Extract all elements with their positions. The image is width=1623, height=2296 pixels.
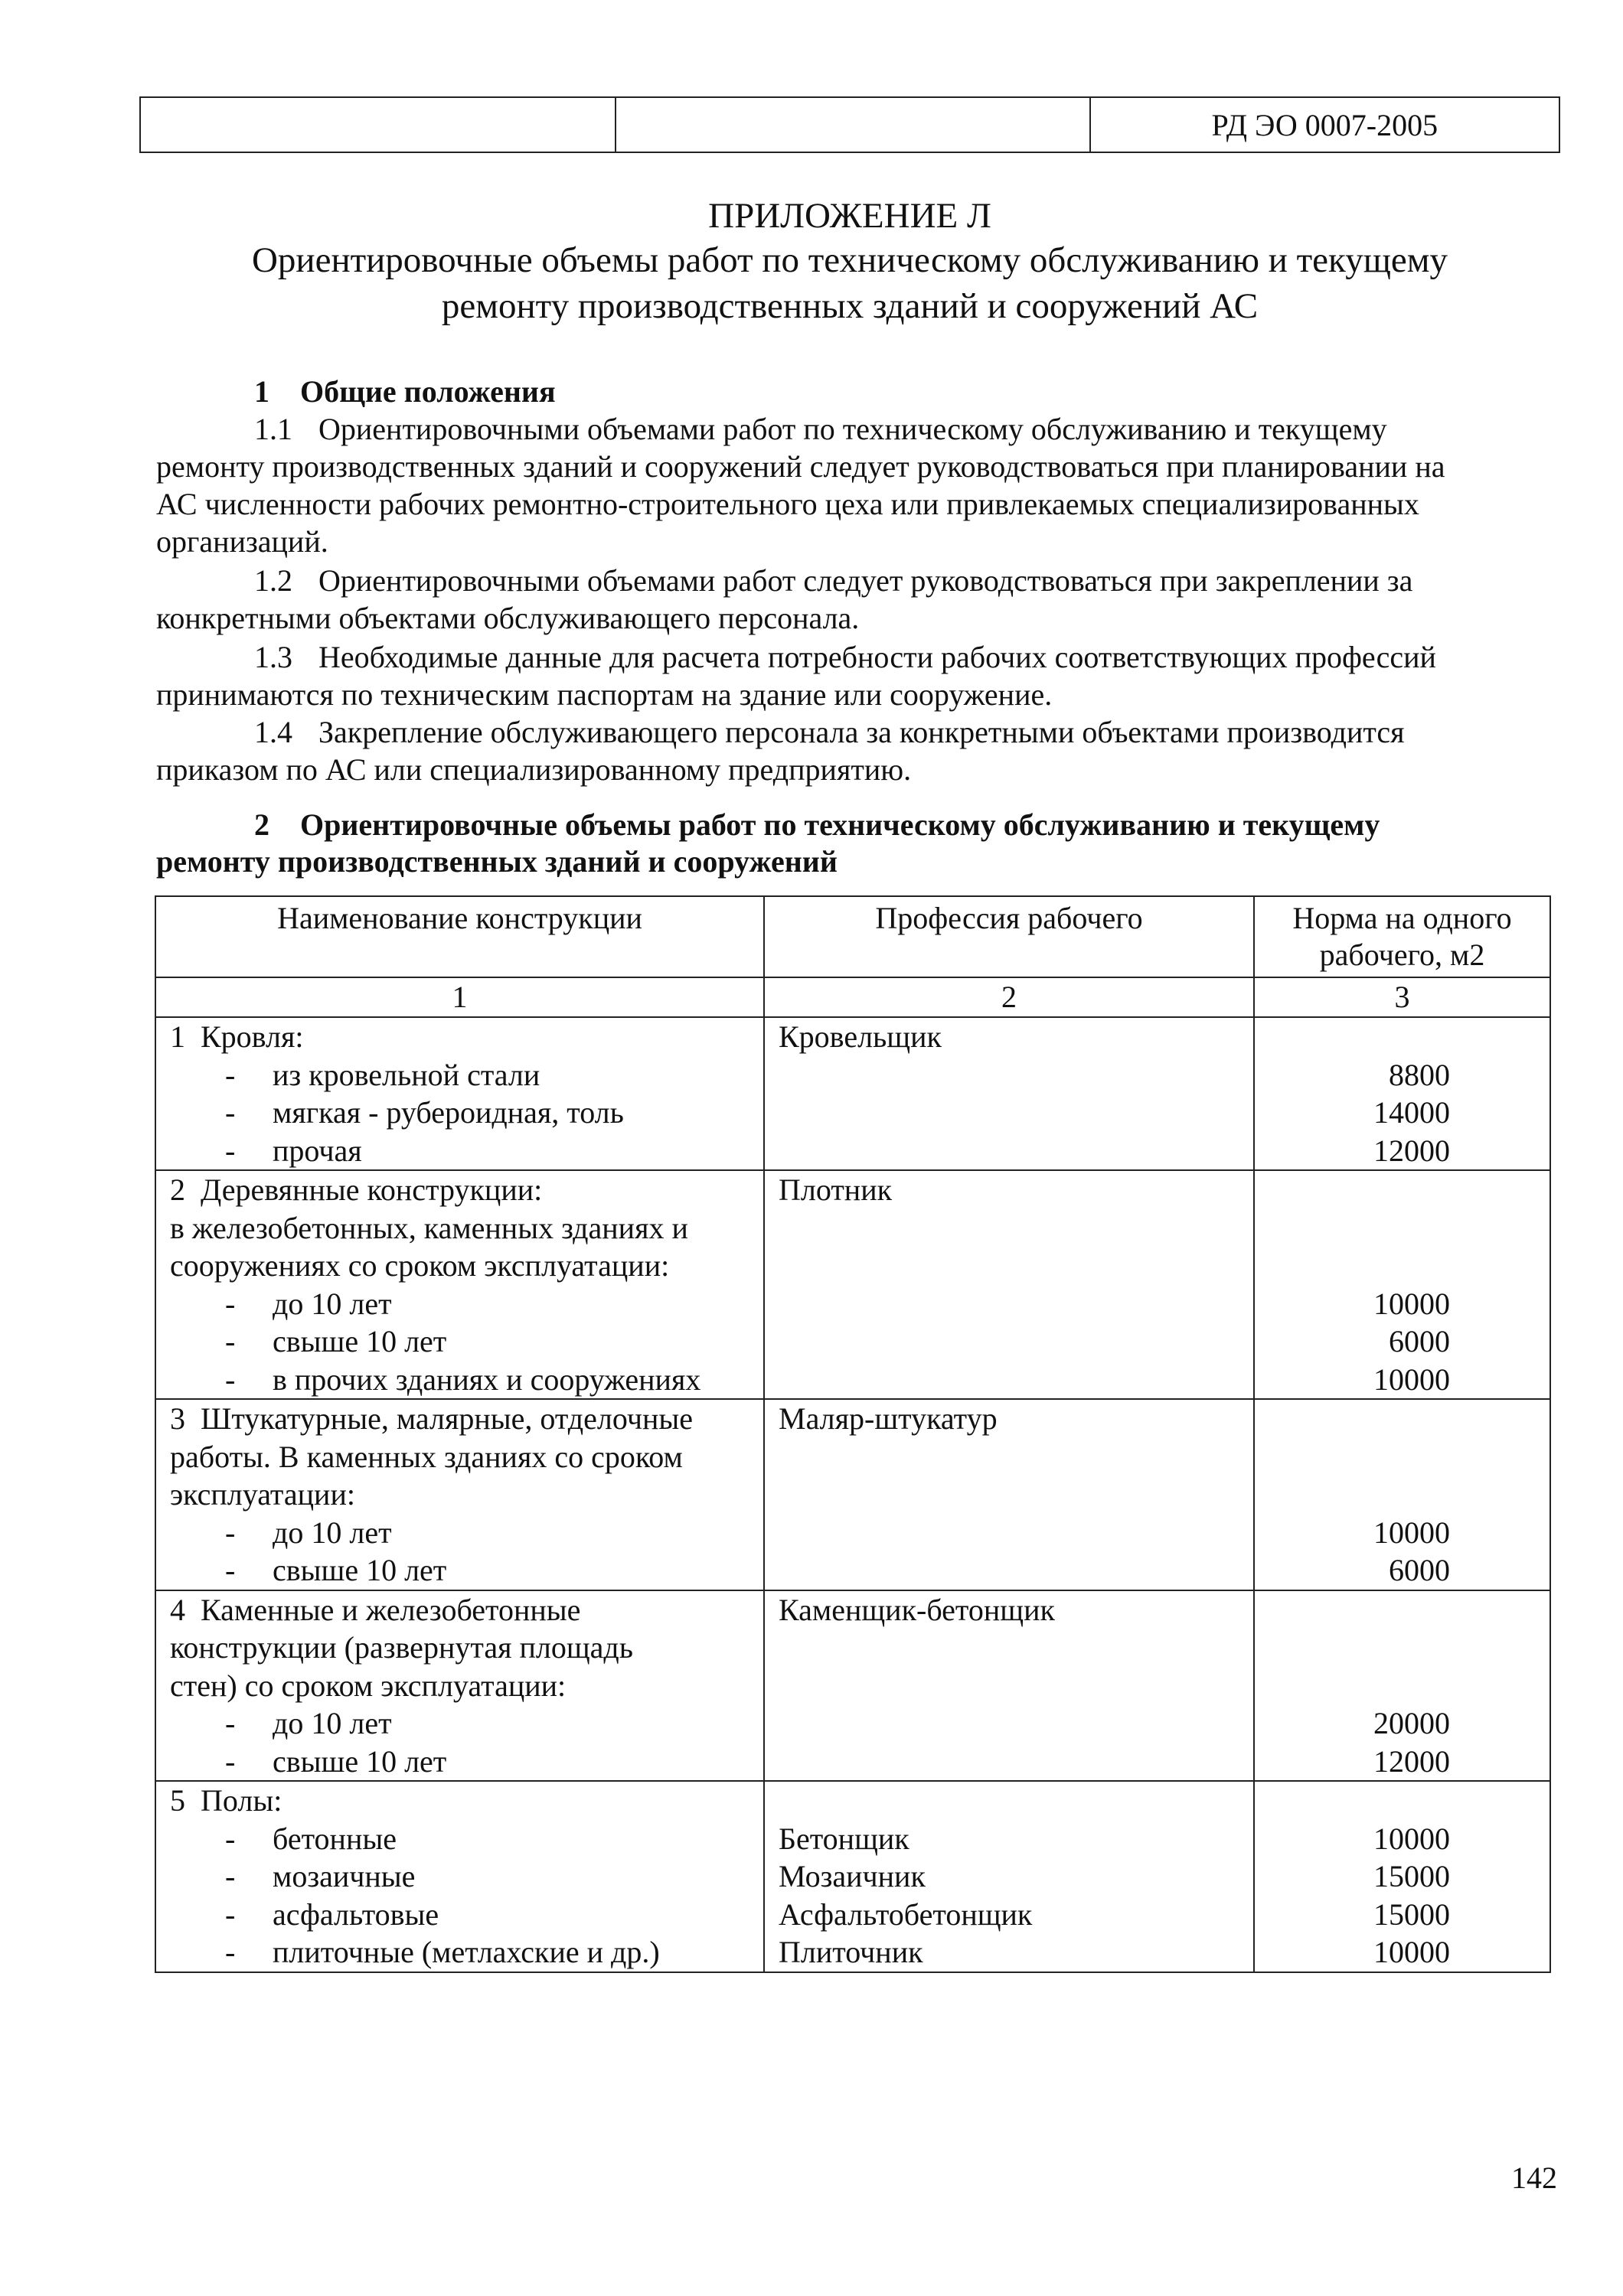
- construction-item-text: до 10 лет: [273, 1515, 392, 1550]
- profession-cell: [764, 1017, 1254, 1170]
- norm-value: 15000: [1373, 1859, 1450, 1893]
- paragraph-text: Ориентировочными объемами работ следует руководствоваться при закреплении за: [318, 563, 1413, 598]
- profession: [779, 1094, 1253, 1132]
- profession: [779, 1629, 1253, 1667]
- norm-value: 6000: [1389, 1324, 1450, 1358]
- appendix-subtitle: [139, 237, 1560, 329]
- paragraph-text: Ориентировочными объемами работ по техническому обслуживанию и текущему: [318, 412, 1387, 446]
- norm-value: [1269, 1629, 1450, 1667]
- page-number: 142: [1511, 2161, 1557, 2195]
- list-dash: -: [225, 1133, 236, 1168]
- section-title: Общие положения: [300, 374, 556, 409]
- table-row: [155, 1590, 1550, 1782]
- construction-item-text: асфальтовые: [273, 1896, 439, 1932]
- construction-item-text: в прочих зданиях и сооружениях: [273, 1362, 701, 1397]
- column-number: 2: [764, 977, 1254, 1017]
- construction-item: [170, 1551, 763, 1590]
- norm-value: 12000: [1373, 1743, 1450, 1779]
- profession-cell: [764, 1781, 1254, 1972]
- construction-title-line: сооружениях со сроком эксплуатации:: [170, 1248, 670, 1283]
- list-dash: -: [225, 1743, 236, 1779]
- table-row: [155, 1781, 1550, 1972]
- profession: Мозаичник: [779, 1859, 926, 1893]
- profession: [779, 1056, 1253, 1094]
- profession: [779, 1361, 1253, 1399]
- column-header: Профессия рабочего: [764, 896, 1254, 977]
- norm-value: [1269, 1667, 1450, 1705]
- profession: [779, 1743, 1253, 1781]
- norm-value: 10000: [1373, 1935, 1450, 1969]
- construction-cell: [155, 1170, 764, 1399]
- norm-cell: [1254, 1170, 1550, 1399]
- norm-cell: [1254, 1590, 1550, 1782]
- norm-value: 8800: [1389, 1057, 1450, 1092]
- construction-item: [170, 1322, 763, 1361]
- list-dash: -: [225, 1935, 236, 1969]
- profession-cell: [764, 1590, 1254, 1782]
- norm-value: [1269, 1209, 1450, 1247]
- profession: [779, 1704, 1253, 1743]
- header-cell-empty-1: [140, 97, 616, 152]
- profession: Плиточник: [779, 1935, 923, 1969]
- profession: [779, 1476, 1253, 1514]
- profession: [779, 1322, 1253, 1361]
- construction-title-line: в железобетонных, каменных зданиях и: [170, 1210, 688, 1245]
- norm-value: 10000: [1373, 1286, 1450, 1321]
- appendix-title: ПРИЛОЖЕНИЕ Л: [708, 196, 991, 236]
- profession: [779, 1247, 1253, 1285]
- appendix-subtitle-line: Ориентировочные объемы работ по техническому обслуживанию и текущему: [251, 240, 1448, 280]
- norm-value: 20000: [1373, 1706, 1450, 1740]
- paragraph: [156, 410, 1557, 560]
- construction-item: [170, 1132, 763, 1170]
- profession-cell: [764, 1399, 1254, 1590]
- paragraph-line: АС численности рабочих ремонтно-строительного цеха или привлекаемых специализированных: [156, 487, 1419, 521]
- column-header: [1254, 896, 1550, 977]
- norm-cell: [1254, 1017, 1550, 1170]
- profession: Асфальтобетонщик: [779, 1896, 1033, 1932]
- paragraph-line: [156, 713, 1557, 751]
- construction-item-text: до 10 лет: [273, 1286, 392, 1321]
- table-row: [155, 1170, 1550, 1399]
- profession: Каменщик-бетонщик: [779, 1592, 1055, 1627]
- norm-value: 14000: [1373, 1095, 1450, 1130]
- list-dash: -: [225, 1057, 236, 1092]
- appendix-subtitle-line: ремонту производственных зданий и сооружений АС: [441, 286, 1259, 326]
- construction-cell: [155, 1399, 764, 1590]
- construction-title-line: стен) со сроком эксплуатации:: [170, 1668, 567, 1703]
- paragraph-number: 1.4: [254, 715, 292, 749]
- work-norms-table: [155, 895, 1551, 1973]
- paragraph-number: 1.2: [254, 563, 292, 598]
- norm-value: 15000: [1373, 1896, 1450, 1932]
- profession: [779, 1514, 1253, 1552]
- profession: [779, 1285, 1253, 1323]
- construction-title-line: работы. В каменных зданиях со сроком: [170, 1439, 683, 1474]
- section-number: 2: [254, 807, 269, 842]
- paragraph-number: 1.1: [254, 412, 292, 446]
- paragraph-number: 1.3: [254, 640, 292, 674]
- section-2-heading-continued: ремонту производственных зданий и сооружений: [156, 844, 838, 879]
- construction-item-text: свыше 10 лет: [273, 1743, 447, 1779]
- construction-item-text: прочая: [273, 1133, 362, 1168]
- norm-value: 6000: [1389, 1553, 1450, 1587]
- column-header-line: рабочего, м2: [1319, 938, 1485, 972]
- paragraph-line: конкретными объектами обслуживающего персонала.: [156, 601, 860, 635]
- section-1-heading: [254, 373, 556, 410]
- header-cell-empty-2: [616, 97, 1089, 152]
- construction-item: [170, 1743, 763, 1781]
- profession: [779, 1438, 1253, 1476]
- norm-value: [1269, 1591, 1450, 1629]
- list-dash: -: [225, 1706, 236, 1740]
- construction-title-line: 4 Каменные и железобетонные: [170, 1592, 581, 1627]
- norm-value: [1269, 1438, 1450, 1476]
- norm-value: [1269, 1018, 1450, 1056]
- construction-item: [170, 1896, 763, 1934]
- construction-title-line: 3 Штукатурные, малярные, отделочные: [170, 1401, 693, 1436]
- profession: Плотник: [779, 1172, 893, 1207]
- list-dash: -: [225, 1821, 236, 1856]
- construction-title-line: 5 Полы:: [170, 1783, 282, 1818]
- construction-item: [170, 1820, 763, 1858]
- table-row: [155, 1017, 1550, 1170]
- construction-item-text: плиточные (метлахские и др.): [273, 1935, 660, 1969]
- profession: Бетонщик: [779, 1821, 909, 1856]
- paragraph: [156, 713, 1557, 788]
- construction-item: [170, 1361, 763, 1399]
- construction-item: [170, 1933, 763, 1971]
- construction-cell: [155, 1781, 764, 1972]
- list-dash: -: [225, 1095, 236, 1130]
- construction-item-text: свыше 10 лет: [273, 1553, 447, 1587]
- paragraph-line: организаций.: [156, 524, 328, 559]
- profession: [779, 1132, 1253, 1170]
- construction-item: [170, 1056, 763, 1094]
- list-dash: -: [225, 1362, 236, 1397]
- construction-cell: [155, 1590, 764, 1782]
- construction-title-line: эксплуатации:: [170, 1477, 355, 1512]
- norm-value: 10000: [1373, 1821, 1450, 1856]
- norm-value: 12000: [1373, 1133, 1450, 1168]
- construction-title-line: конструкции (развернутая площадь: [170, 1630, 633, 1665]
- norm-value: [1269, 1247, 1450, 1285]
- construction-item: [170, 1285, 763, 1323]
- paragraph-line: приказом по АС или специализированному предприятию.: [156, 752, 912, 787]
- construction-item: [170, 1514, 763, 1552]
- paragraph-line: принимаются по техническим паспортам на здание или сооружение.: [156, 677, 1053, 712]
- list-dash: -: [225, 1515, 236, 1550]
- list-dash: -: [225, 1553, 236, 1587]
- construction-item: [170, 1857, 763, 1896]
- column-number: 3: [1254, 977, 1550, 1017]
- paragraph-line: [156, 638, 1557, 676]
- norm-value: [1269, 1782, 1450, 1820]
- column-number: 1: [155, 977, 764, 1017]
- norm-cell: [1254, 1781, 1550, 1972]
- section-number: 1: [254, 374, 269, 409]
- paragraph: [156, 638, 1557, 713]
- table-header-row: [155, 896, 1550, 977]
- profession: Маляр-штукатур: [779, 1401, 998, 1436]
- paragraph-text: Необходимые данные для расчета потребности рабочих соответствующих профессий: [318, 640, 1436, 674]
- construction-cell: [155, 1017, 764, 1170]
- column-header: Наименование конструкции: [155, 896, 764, 977]
- document-header-table: [139, 96, 1560, 153]
- section-title-line: Ориентировочные объемы работ по техническому обслуживанию и текущему: [300, 807, 1380, 842]
- construction-title-line: 1 Кровля:: [170, 1019, 304, 1054]
- document-code: РД ЭО 0007-2005: [1090, 97, 1559, 152]
- construction-item: [170, 1094, 763, 1132]
- construction-item: [170, 1704, 763, 1743]
- norm-value: [1269, 1171, 1450, 1209]
- norm-value: [1269, 1400, 1450, 1438]
- paragraph-line: [156, 410, 1557, 448]
- norm-value: 10000: [1373, 1362, 1450, 1397]
- column-header-line: Норма на одного: [1292, 901, 1512, 935]
- profession: Кровельщик: [779, 1019, 942, 1054]
- construction-title-line: 2 Деревянные конструкции:: [170, 1172, 543, 1207]
- profession: [779, 1209, 1253, 1247]
- paragraph-line: [156, 562, 1557, 599]
- paragraph-text: Закрепление обслуживающего персонала за конкретными объектами производится: [318, 715, 1405, 749]
- construction-item-text: до 10 лет: [273, 1706, 392, 1740]
- construction-item-text: свыше 10 лет: [273, 1324, 447, 1358]
- construction-item-text: мозаичные: [273, 1859, 416, 1893]
- norm-cell: [1254, 1399, 1550, 1590]
- list-dash: -: [225, 1896, 236, 1932]
- norm-value: [1269, 1476, 1450, 1514]
- list-dash: -: [225, 1324, 236, 1358]
- profession-cell: [764, 1170, 1254, 1399]
- construction-item-text: бетонные: [273, 1821, 397, 1856]
- profession: [779, 1782, 1253, 1820]
- table-row: [155, 1399, 1550, 1590]
- construction-item-text: из кровельной стали: [273, 1057, 540, 1092]
- section-2-heading: [254, 807, 1380, 843]
- paragraph-line: ремонту производственных зданий и сооружений следует руководствоваться при планировании на: [156, 449, 1445, 484]
- column-number-row: [155, 977, 1550, 1017]
- profession: [779, 1667, 1253, 1705]
- paragraph: [156, 562, 1557, 637]
- norm-value: 10000: [1373, 1515, 1450, 1550]
- construction-item-text: мягкая - рубероидная, толь: [273, 1095, 624, 1130]
- list-dash: -: [225, 1286, 236, 1321]
- list-dash: -: [225, 1859, 236, 1893]
- profession: [779, 1551, 1253, 1590]
